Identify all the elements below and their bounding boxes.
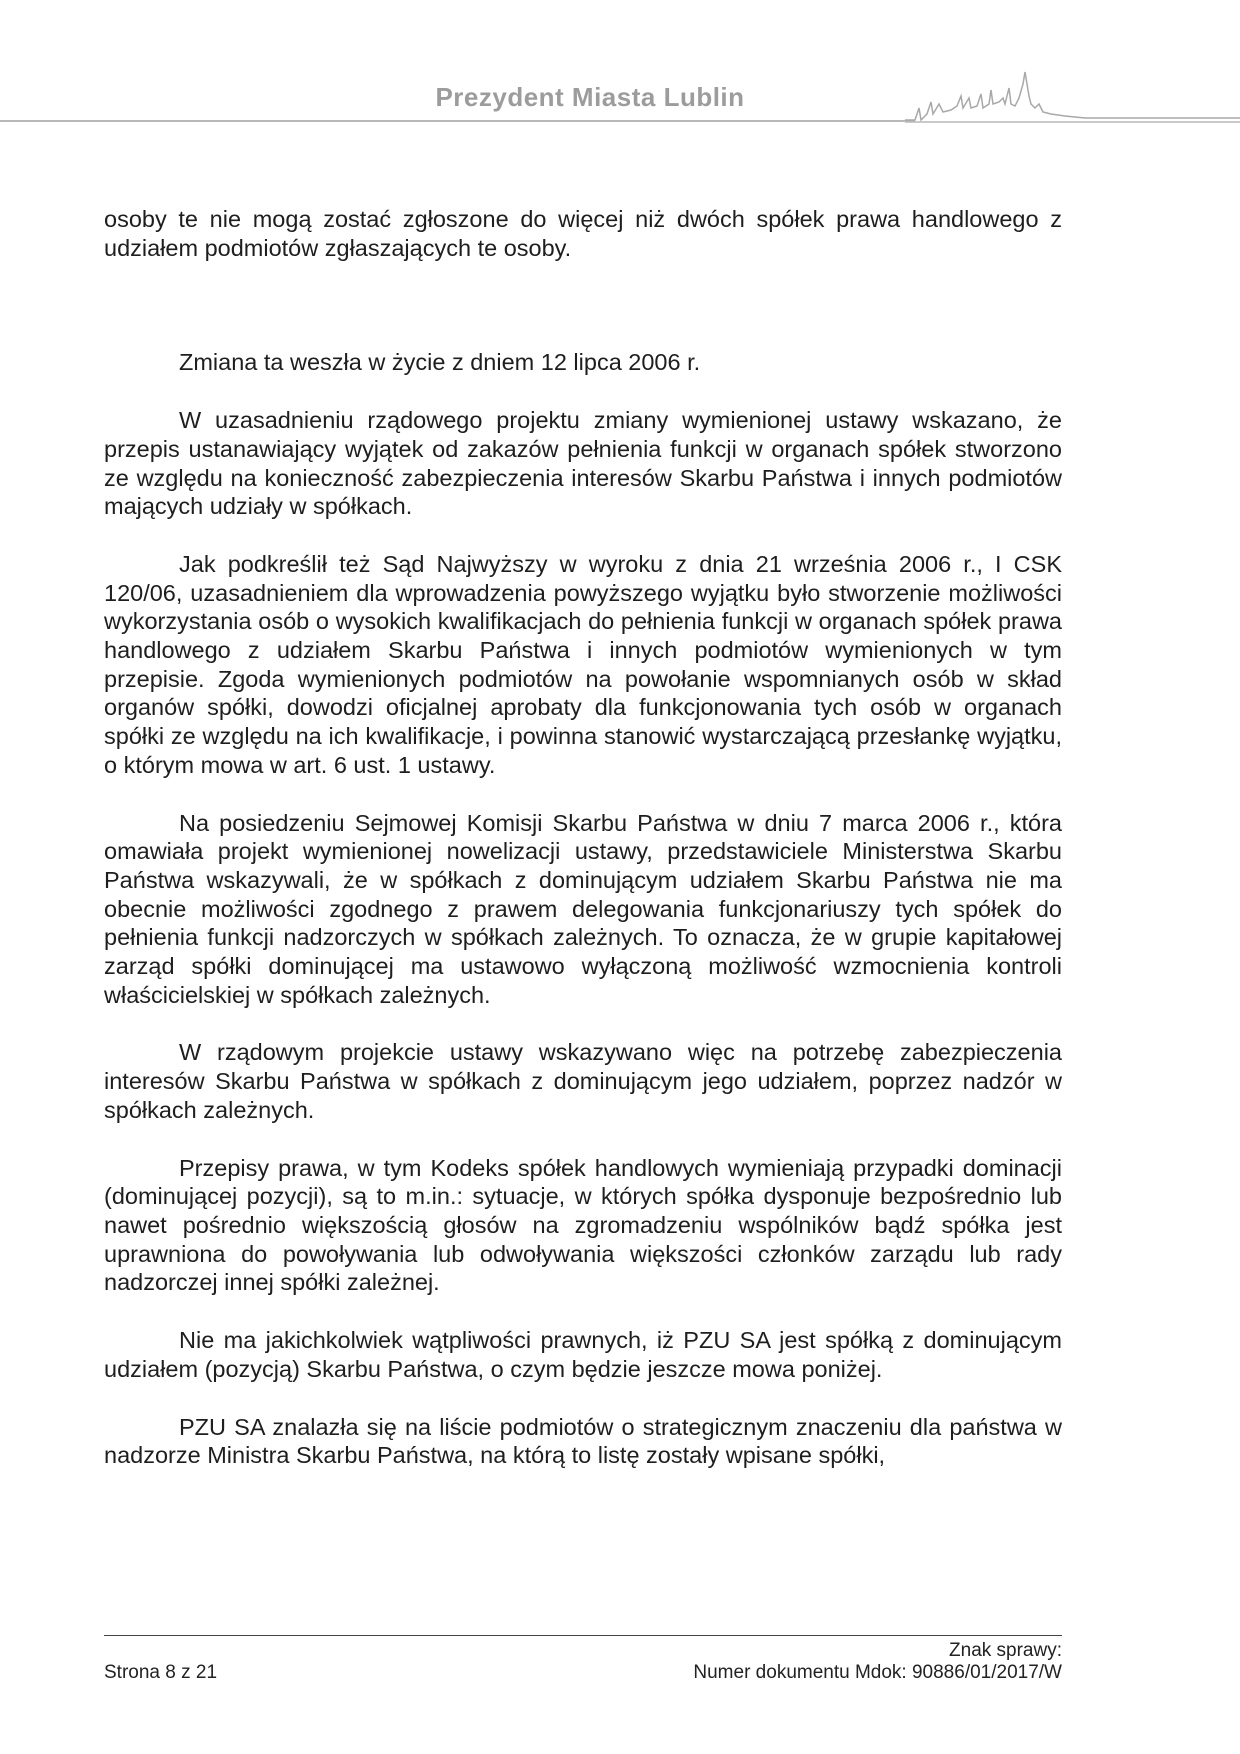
paragraph: W rządowym projekcie ustawy wskazywano więc na potrzebę zabezpieczenia interesów Skarbu Państwa w spółkach z dominującym jego udziałem, poprzez nadzór w spółkach zależnych. (104, 1039, 1062, 1123)
footer-rule (104, 1635, 1062, 1636)
document-number: Numer dokumentu Mdok: 90886/01/2017/W (693, 1662, 1062, 1683)
case-sign-label: Znak sprawy: (949, 1640, 1062, 1661)
header-rule (0, 120, 915, 122)
paragraph: Na posiedzeniu Sejmowej Komisji Skarbu Państwa w dniu 7 marca 2006 r., która omawiała projekt wymienionej nowelizacji ustawy, przedstawiciele Ministerstwa Skarbu Państwa wskazywali, że w spółkach z dominującym udziałem Skarbu Państwa nie ma obecnie możliwości zgodnego z prawem delegowania funkcjonariuszy tych spółek do pełnienia funkcji nadzorczych w spółkach zależnych. To oznacza, że w grupie kapitałowej zarząd spółki dominującej ma ustawowo wyłączoną możliwość wzmocnienia kontroli właścicielskiej w spółkach zależnych. (104, 809, 1062, 1008)
paragraph: Zmiana ta weszła w życie z dniem 12 lipca 2006 r. (179, 349, 701, 376)
paragraph: W uzasadnieniu rządowego projektu zmiany wymienionej ustawy wskazano, że przepis ustanawiający wyjątek od zakazów pełnienia funkcji w organach spółek stworzono ze względu na konieczność zabezpieczenia interesów Skarbu Państwa i innych podmiotów mających udziały w spółkach. (104, 407, 1062, 520)
paragraph: PZU SA znalazła się na liście podmiotów o strategicznym znaczeniu dla państwa w nadzorze Ministra Skarbu Państwa, na którą to listę zostały wpisane spółki, (104, 1413, 1062, 1469)
paragraph: Nie ma jakichkolwiek wątpliwości prawnych, iż PZU SA jest spółką z dominującym udziałem (pozycją) Skarbu Państwa, o czym będzie jeszcze mowa poniżej. (104, 1327, 1062, 1382)
paragraph: Jak podkreślił też Sąd Najwyższy w wyroku z dnia 21 września 2006 r., I CSK 120/06, uzasadnieniem dla wprowadzenia powyższego wyjątku było stworzenie możliwości wykorzystania osób o wysokich kwalifikacjach do pełnienia funkcji w organach spółek prawa handlowego z udziałem Skarbu Państwa i innych podmiotów wymienionych w tym przepisie. Zgoda wymienionych podmiotów na powołanie wspomnianych osób w skład organów spółki, dowodzi oficjalnej aprobaty dla funkcjonowania tych osób w organach spółki ze względu na ich kwalifikacje, i powinna stanowić wystarczającą przesłankę wyjątku, o którym mowa w art. 6 ust. 1 ustawy. (104, 550, 1062, 778)
paragraph: Przepisy prawa, w tym Kodeks spółek handlowych wymieniają przypadki dominacji (dominującej pozycji), są to m.in.: sytuacje, w których spółka dysponuje bezpośrednio lub nawet pośrednio większością głosów na zgromadzeniu wspólników bądź spółka jest uprawniona do powoływania lub odwoływania większości członków zarządu lub rady nadzorczej innej spółki zależnej. (104, 1154, 1062, 1296)
page-number: Strona 8 z 21 (104, 1662, 218, 1683)
city-skyline-logo (905, 68, 1240, 128)
header-title: Prezydent Miasta Lublin (435, 82, 745, 112)
document-body (104, 205, 1062, 1470)
paragraph: osoby te nie mogą zostać zgłoszone do więcej niż dwóch spółek prawa handlowego z udziałem podmiotów zgłaszających te osoby. (104, 206, 1062, 261)
page-header (0, 0, 1240, 140)
